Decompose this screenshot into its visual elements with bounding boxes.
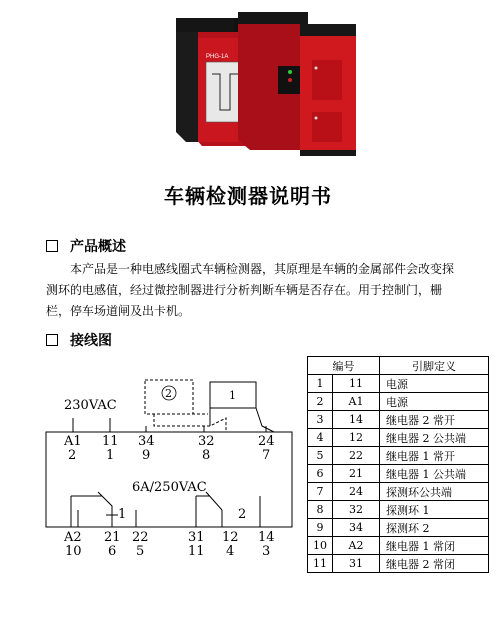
table-row: 3 14 继电器 2 常开: [308, 411, 489, 429]
svg-text:6: 6: [108, 544, 117, 559]
bottom-terminal: [132, 530, 149, 559]
top-terminal: [258, 434, 275, 463]
svg-text:A2: A2: [64, 530, 82, 545]
product-photo: [0, 0, 496, 172]
table-row: 8 32 探测环 1: [308, 501, 489, 519]
relay2-contact-label: 2: [238, 507, 247, 522]
table-row: 1 11 电源: [308, 375, 489, 393]
relay1-contact-label: 1: [118, 507, 127, 522]
svg-text:12: 12: [222, 530, 239, 545]
checkbox-icon: [46, 334, 58, 346]
table-row: 6 21 继电器 1 公共端: [308, 465, 489, 483]
svg-text:7: 7: [262, 448, 271, 463]
svg-text:9: 9: [142, 448, 151, 463]
relay1-indicator: 1: [229, 389, 236, 402]
top-terminal: [102, 434, 119, 463]
svg-text:32: 32: [198, 434, 215, 449]
svg-text:1: 1: [106, 448, 115, 463]
document-title: 车辆检测器说明书: [164, 184, 332, 208]
bottom-terminal: [63, 530, 82, 559]
svg-text:2: 2: [68, 448, 77, 463]
svg-text:24: 24: [258, 434, 275, 449]
checkbox-icon: [46, 240, 58, 252]
top-terminal: [63, 434, 82, 463]
svg-text:4: 4: [226, 544, 235, 559]
wiring-diagram: [40, 360, 302, 570]
top-terminal: [198, 434, 215, 463]
bottom-terminal: [222, 530, 239, 559]
svg-text:A1: A1: [64, 434, 82, 449]
supply-label: 230VAC: [64, 398, 117, 413]
table-row: 7 24 探测环公共端: [308, 483, 489, 501]
table-row: 10 A2 继电器 1 常闭: [308, 537, 489, 555]
table-row: 4 12 继电器 2 公共端: [308, 429, 489, 447]
table-row: 11 31 继电器 2 常闭: [308, 555, 489, 573]
relay2-indicator: 2: [165, 387, 172, 400]
contact-rating: 6A/250VAC: [132, 480, 207, 495]
svg-text:22: 22: [132, 530, 149, 545]
svg-text:11: 11: [102, 434, 119, 449]
svg-text:11: 11: [188, 544, 205, 559]
header-pin-definition: 引脚定义: [380, 357, 489, 375]
overview-paragraph: 本产品是一种电感线圈式车辆检测器，其原理是车辆的金属部件会改变探测环的电感值，经过微控制器进行分析判断车辆是否存在。用于控制门，栅栏，停车场道闸及出卡机。: [46, 262, 455, 318]
product-label: PHG-1A: [206, 54, 229, 60]
bottom-terminal: [188, 530, 205, 559]
table-row: 5 22 继电器 1 常开: [308, 447, 489, 465]
table-row: 2 A1 电源: [308, 393, 489, 411]
svg-text:3: 3: [262, 544, 271, 559]
svg-text:21: 21: [104, 530, 121, 545]
overview-heading: 产品概述: [46, 236, 126, 256]
svg-text:31: 31: [188, 530, 205, 545]
table-header-row: [308, 357, 489, 375]
bottom-terminal: [104, 530, 121, 559]
top-terminal: [138, 434, 155, 463]
wiring-heading: 接线图: [46, 330, 112, 350]
svg-text:14: 14: [258, 530, 275, 545]
svg-text:8: 8: [202, 448, 211, 463]
svg-text:5: 5: [136, 544, 145, 559]
svg-text:34: 34: [138, 434, 155, 449]
table-row: 9 34 探测环 2: [308, 519, 489, 537]
svg-text:10: 10: [65, 544, 82, 559]
bottom-terminal: [258, 530, 275, 559]
pin-definition-table: [307, 356, 489, 573]
header-number: 编号: [308, 357, 380, 375]
detector-unit-front: [238, 12, 356, 156]
